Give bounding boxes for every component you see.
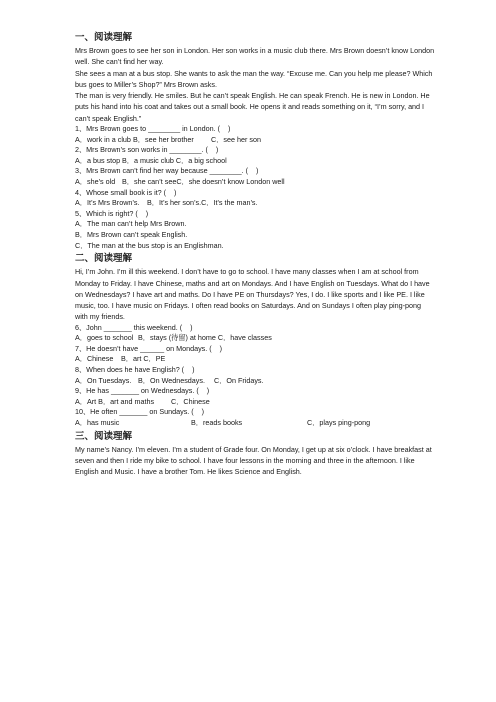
question-stem: 7、He doesn’t have ______ on Mondays. ( ): [75, 343, 223, 353]
question-stem: 1、Mrs Brown goes to ________ in London. ( ): [75, 124, 231, 134]
option[interactable]: B．stays (待留) at home C．have classes: [138, 333, 272, 343]
option[interactable]: B．reads books: [191, 418, 243, 428]
question-stem: 2、Mrs Brown’s son works in ________. ( ): [75, 145, 219, 155]
question-stem: 6、John _______ this weekend. ( ): [75, 322, 193, 332]
passage-paragraph: Mrs Brown goes to see her son in London. Her son works in a music club there. Mrs Brown doesn’t know London well. She can’t find her way.: [75, 46, 435, 67]
section-1: [75, 30, 496, 251]
option[interactable]: A．has music: [75, 418, 120, 428]
section-title: 三、阅读理解: [75, 430, 133, 442]
question-stem: 10、He often _______ on Sundays. ( ): [75, 407, 205, 417]
option[interactable]: A．a bus stop: [75, 155, 121, 165]
option[interactable]: B．she can’t seeC．she doesn’t know London well: [122, 177, 285, 187]
option[interactable]: B．art C．PE: [121, 354, 166, 364]
option[interactable]: B．On Wednesdays.: [138, 375, 205, 385]
option[interactable]: C．The man at the bus stop is an Englishman.: [75, 240, 224, 250]
option[interactable]: C．Chinese: [171, 396, 210, 406]
question-options: [75, 333, 496, 344]
option[interactable]: A．Art B．art and maths: [75, 396, 155, 406]
question-options: [75, 418, 496, 429]
passage-paragraph: Hi, I’m John. I’m ill this weekend. I don’t have to go to school. I have many classes when I am at school from Monday to Friday. I have Chinese, maths and art on Mondays. And I have English on Tuesdays. What do I have on Wednesdays? I have art and maths. Do I have PE on Thursdays? Yes, I do. I like sports and I like PE. I like music, too. I have music on Fridays. I often read books on Saturdays. And on Sundays I often play ping-pong with my friends.: [75, 267, 430, 322]
question-stem: 8、When does he have English? ( ): [75, 365, 195, 375]
option[interactable]: A．The man can’t help Mrs Brown.: [75, 219, 187, 229]
option[interactable]: A．It’s Mrs Brown’s.: [75, 198, 140, 208]
question-options: [75, 354, 496, 365]
option[interactable]: C．plays ping-pong: [307, 418, 371, 428]
question-options: [75, 198, 496, 209]
section-title: 一、阅读理解: [75, 32, 133, 43]
question-options: [75, 177, 496, 188]
passage-paragraph: The man is very friendly. He smiles. But he can’t speak English. He can speak French. He is new in London. He puts his hand into his coat and takes out a small book. He opens it and reads something on it, “I’m sorry, and I can’t speak English.”: [75, 91, 430, 123]
option[interactable]: A．goes to school: [75, 333, 134, 343]
option[interactable]: C．On Fridays.: [214, 375, 264, 385]
option[interactable]: A．Chinese: [75, 354, 114, 364]
question-options: [75, 376, 496, 387]
option[interactable]: A．work in a club: [75, 134, 131, 144]
question-options: [75, 156, 496, 167]
option[interactable]: B．Mrs Brown can’t speak English.: [75, 230, 188, 240]
passage-paragraph: My name’s Nancy. I’m eleven. I’m a student of Grade four. On Monday, I get up at six o’clock. I have breakfast at seven and then I ride my bike to school. I have four lessons in the morning and three in the afternoon. I like English and Music. I have a brother Tom. He likes Science and English.: [75, 444, 432, 477]
question-stem: 3、Mrs Brown can’t find her way because ________. ( ): [75, 166, 259, 176]
option[interactable]: A．she’s old: [75, 177, 116, 187]
option[interactable]: B．a music club C．a big school: [122, 155, 227, 165]
question-stem: 9、He has _______ on Wednesdays. ( ): [75, 386, 210, 396]
option[interactable]: A．On Tuesdays.: [75, 375, 132, 385]
option[interactable]: C．see her son: [211, 134, 261, 144]
question-options: [75, 397, 496, 408]
section-2: [75, 251, 496, 428]
option[interactable]: B．It’s her son’s.C．It’s the man’s.: [147, 198, 258, 208]
section-3: [75, 429, 496, 478]
question-stem: 4、Whose small book is it? ( ): [75, 187, 177, 197]
section-title: 二、阅读理解: [75, 253, 133, 265]
question-stem: 5、Which is right? ( ): [75, 208, 149, 218]
option[interactable]: B．see her brother: [133, 134, 194, 144]
passage-paragraph: She sees a man at a bus stop. She wants to ask the man the way. “Excuse me. Can you help me please? Which bus goes to Miller’s Shop?” Mrs Brown asks.: [75, 68, 433, 89]
question-options: [75, 135, 496, 146]
